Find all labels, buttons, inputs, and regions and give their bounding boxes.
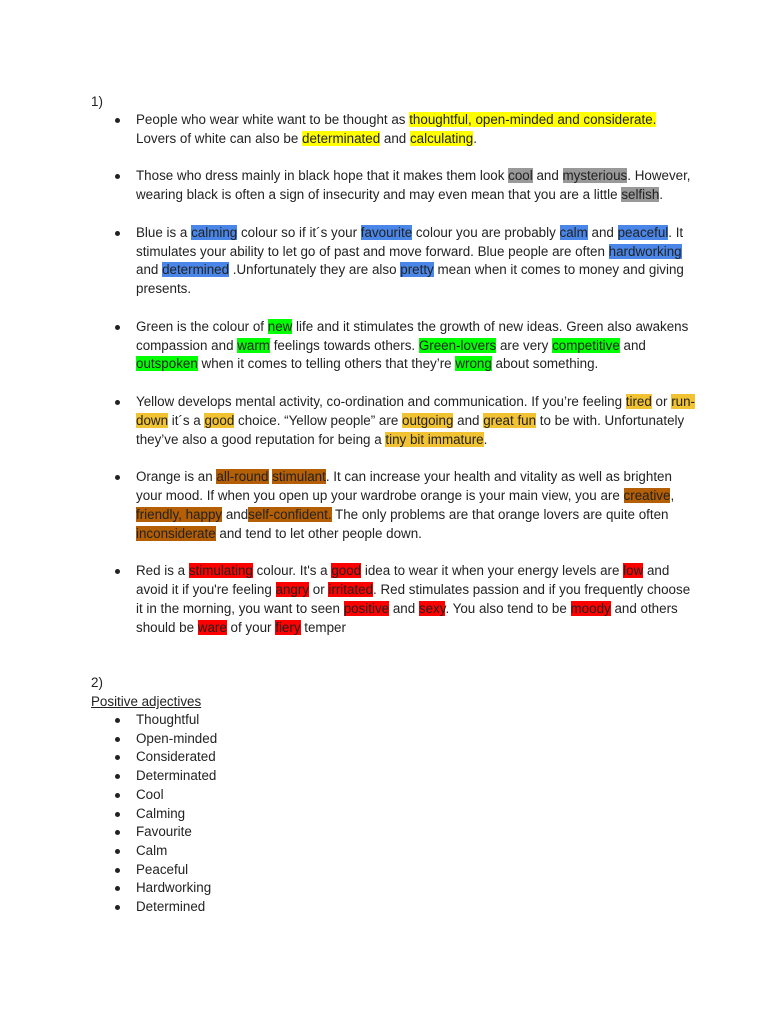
text-run: . [659, 187, 664, 203]
text-run: The only problems are that orange lovers are quite often [331, 506, 669, 522]
text-run: idea to wear it when your energy levels are [361, 563, 624, 579]
adjective-item: Cool [136, 786, 217, 805]
text-run: and [619, 337, 646, 353]
highlighted-word: outspoken [136, 356, 198, 372]
highlighted-word: angry [275, 581, 310, 597]
highlighted-word: mysterious [562, 168, 628, 184]
text-run: . It can increase your health and vitality as well as brighten your mood. If when you open up your wardrobe orange is your main view, you are [136, 469, 672, 503]
paragraph-blue [136, 224, 696, 299]
text-run: colour. It's a [252, 563, 332, 579]
text-run: Blue is a [136, 224, 192, 240]
text-run: colour so if it´s your [237, 224, 361, 240]
adjective-item: Thoughtful [136, 711, 217, 730]
paragraph-orange [136, 468, 696, 543]
text-run: Red is a [136, 563, 189, 579]
highlighted-word: good [331, 563, 362, 579]
highlighted-word: creative [623, 487, 671, 503]
highlighted-word: stimulating [188, 563, 253, 579]
text-run: or [651, 393, 672, 409]
text-run: life and it stimulates the growth of new ideas. Green also awakens compassion and [136, 318, 689, 353]
text-run: Green is the colour of [136, 318, 268, 334]
text-run: Orange is an [136, 469, 217, 485]
text-run: Yellow develops mental activity, co-ordination and communication. If you’re feeling [136, 393, 626, 409]
text-run: and [453, 412, 484, 428]
adjective-item: Considerated [136, 748, 217, 767]
adjective-item: Peaceful [136, 861, 217, 880]
text-run: . Red stimulates passion and if you frequently choose it in the morning, you want to seen [136, 581, 691, 616]
paragraph-black [136, 167, 696, 205]
highlighted-word: peaceful [617, 224, 669, 240]
adjectives-list [136, 711, 217, 917]
text-run: and [587, 224, 618, 240]
highlighted-word: stimulant [272, 469, 326, 485]
highlighted-word: tiny bit immature [385, 431, 484, 447]
highlighted-word: Green-lovers [418, 337, 497, 353]
text-run: mean when it comes to money and giving presents. [136, 262, 684, 297]
highlighted-word: all-round [216, 469, 269, 485]
highlighted-word: warm [237, 337, 270, 353]
text-run: . It stimulates your ability to let go of past and move forward. Blue people are often [136, 224, 684, 259]
paragraph-yellow [136, 393, 696, 449]
text-run: choice. “Yellow people” are [234, 412, 403, 428]
highlighted-word: outgoing [402, 412, 454, 428]
adjective-item: Hardworking [136, 879, 217, 898]
text-run: Those who dress mainly in black hope that it makes them look [136, 168, 509, 184]
text-run: when it comes to telling others that they’re [197, 356, 456, 372]
highlighted-word: ware [197, 619, 227, 635]
highlighted-word: moody [570, 600, 611, 616]
adjective-item: Calming [136, 805, 217, 824]
text-run: are very [496, 337, 553, 353]
highlighted-word: selfish [621, 187, 660, 203]
text-run: and avoid it if you're feeling [136, 563, 670, 597]
text-run: . However, wearing black is often a sign of insecurity and may even mean that you are a little [136, 168, 691, 203]
highlighted-word: positive [343, 600, 390, 616]
highlighted-word: inconsiderate [136, 525, 216, 541]
highlighted-word: run-down [136, 393, 696, 428]
highlighted-word: cool [508, 168, 533, 184]
adjective-item: Determinated [136, 767, 217, 786]
text-run: or [309, 581, 329, 597]
colour-paragraph-list [136, 111, 696, 656]
text-run: and [380, 130, 410, 146]
text-run: and [389, 600, 419, 616]
highlighted-word: wrong [455, 356, 492, 372]
section-1-number: 1) [91, 94, 103, 109]
adjective-item: Favourite [136, 823, 217, 842]
text-run: to be with. Unfortunately they’ve also a good reputation for being a [136, 412, 685, 447]
text-run: and [222, 506, 249, 522]
text-run: of your [226, 619, 276, 635]
text-run: , [670, 487, 675, 503]
highlighted-word: tired [625, 393, 652, 409]
highlighted-word: good [204, 412, 235, 428]
text-run: it´s a [168, 412, 205, 428]
text-run: .Unfortunately they are also [229, 262, 401, 278]
text-run: and [136, 262, 163, 278]
text-run: and others should be [136, 600, 678, 635]
text-run: and [532, 168, 563, 184]
highlighted-word: determinated [302, 130, 381, 146]
adjective-item: Calm [136, 842, 217, 861]
highlighted-word: irritated [328, 581, 374, 597]
paragraph-red [136, 562, 696, 637]
adjective-item: Determined [136, 898, 217, 917]
highlighted-word: competitive [552, 337, 620, 353]
highlighted-word: pretty [400, 262, 434, 278]
text-run: colour you are probably [412, 224, 560, 240]
section-2-number: 2) [91, 675, 103, 690]
highlighted-word: hardworking [608, 243, 682, 259]
adjective-item: Open-minded [136, 730, 217, 749]
text-run: and tend to let other people down. [215, 525, 422, 541]
highlighted-word: low [623, 563, 644, 579]
highlighted-word: friendly, happy [136, 506, 223, 522]
highlighted-word: thoughtful, open-minded and considerate. [409, 112, 657, 127]
paragraph-green [136, 318, 696, 374]
highlighted-word: calm [559, 224, 588, 240]
highlighted-word: new [267, 318, 293, 334]
highlighted-word: sexy [418, 600, 446, 616]
highlighted-word: calculating [409, 130, 474, 146]
text-run: about something. [491, 356, 599, 372]
text-run: People who wear white want to be thought as [136, 112, 410, 127]
highlighted-word: great fun [483, 412, 537, 428]
highlighted-word: self-confident. [248, 506, 332, 522]
text-run: Lovers of white can also be [136, 130, 302, 146]
highlighted-word: calming [191, 224, 238, 240]
highlighted-word: favourite [360, 224, 413, 240]
text-run: . You also tend to be [445, 600, 571, 616]
adjectives-heading: Positive adjectives [91, 694, 202, 709]
text-run: . [473, 130, 477, 146]
highlighted-word: fiery [275, 619, 301, 635]
paragraph-white [136, 111, 696, 149]
text-run: feelings towards others. [269, 337, 419, 353]
text-run: . [483, 431, 488, 447]
text-run: temper [300, 619, 346, 635]
highlighted-word: determined [162, 262, 230, 278]
